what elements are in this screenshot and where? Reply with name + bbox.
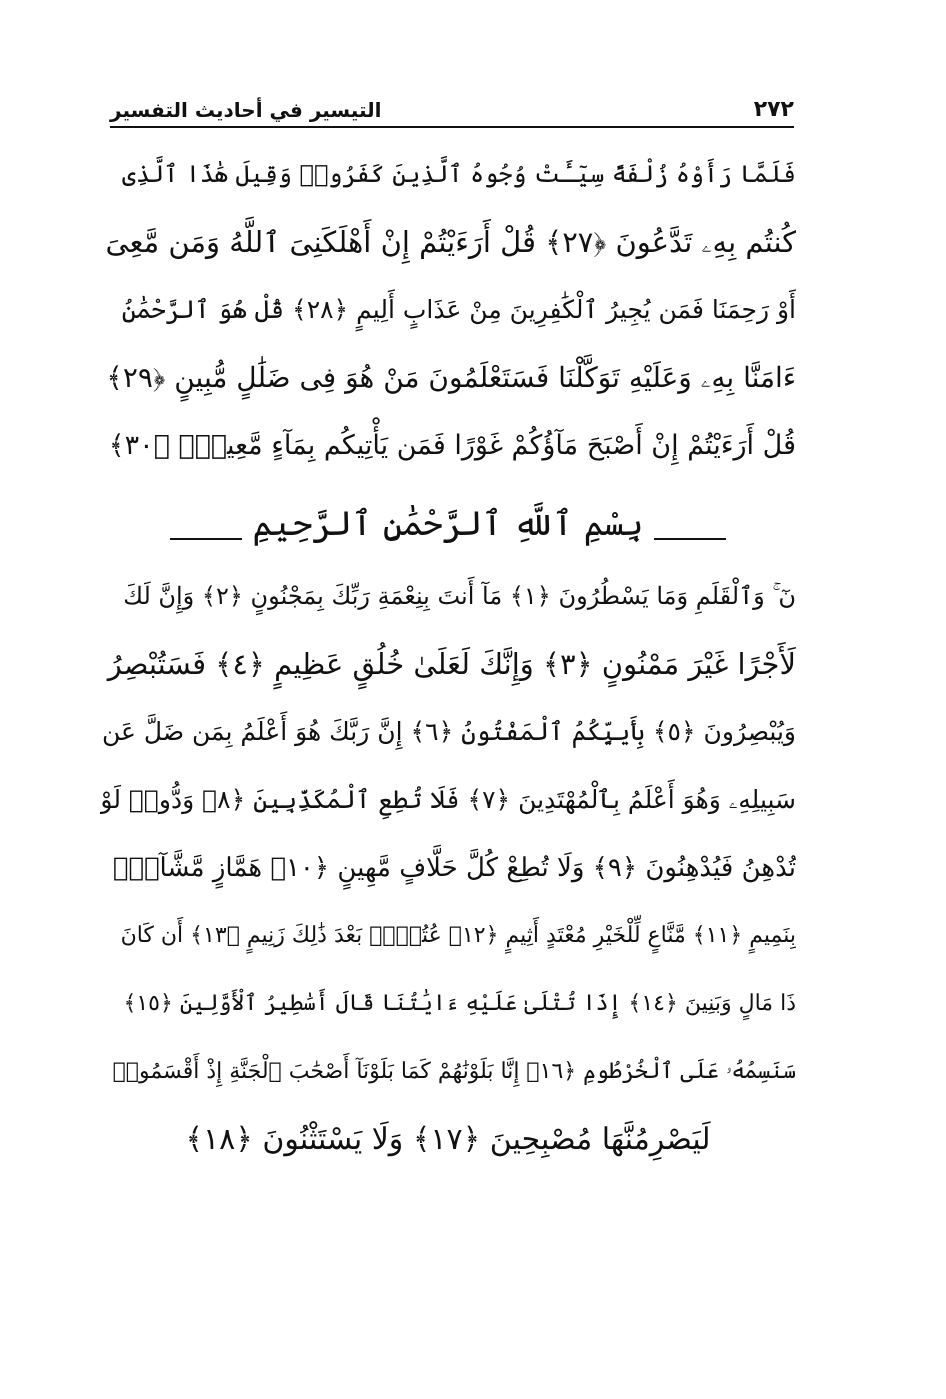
text-line-13: سَنَسِمُهُۥ عَلَى ٱلْخُرْطُومِ ﴿١٦﴾ إِنَّا بَلَوْنَٰهُمْ كَمَا بَلَوْنَآ أَصْحَٰبَ ٱلْجَنَّةِ إِذْ أَقْسَمُوا۟ [112,1059,796,1084]
text-line-5: قُلْ أَرَءَيْتُمْ إِنْ أَصْبَحَ مَآؤُكُمْ غَوْرًا فَمَن يَأْتِيكُم بِمَآءٍ مَّعِينٍۭ ﴿٣٠﴾ [108,430,796,461]
text-line-10: تُدْهِنُ فَيُدْهِنُونَ ﴿٩﴾ وَلَا تُطِعْ كُلَّ حَلَّافٍ مَّهِينٍ ﴿١٠﴾ هَمَّازٍ مَّشَّآءٍۭ [112,853,796,883]
text-line-4: ءَامَنَّا بِهِۦ وَعَلَيْهِ تَوَكَّلْنَا فَسَتَعْلَمُونَ مَنْ هُوَ فِى ضَلَٰلٍ مُّبِينٍ ﴿٢٩﴾ [106,361,796,394]
text-line-7: لَأَجْرًا غَيْرَ مَمْنُونٍ ﴿٣﴾ وَإِنَّكَ لَعَلَىٰ خُلُقٍ عَظِيمٍ ﴿٤﴾ فَسَتُبْصِرُ [107,647,796,681]
text-line-3: أَوْ رَحِمَنَا فَمَن يُجِيرُ ٱلْكَٰفِرِينَ مِنْ عَذَابٍ أَلِيمٍ ﴿٢٨﴾ قُلْ هُوَ ٱلرَّحْمَٰنُ [121,295,796,324]
text-line-11: بِنَمِيمٍ ﴿١١﴾ مَّنَّاعٍ لِّلْخَيْرِ مُعْتَدٍ أَثِيمٍ ﴿١٢﴾ عُتُلٍّۭ بَعْدَ ذَٰلِكَ زَنِيمٍ ﴿١٣﴾ أَن كَانَ [120,923,796,948]
text-line-8: وَيُبْصِرُونَ ﴿٥﴾ بِأَييِّكُمُ ٱلْمَفْتُونُ ﴿٦﴾ إِنَّ رَبَّكَ هُوَ أَعْلَمُ بِمَن ضَلَّ عَن [102,717,796,746]
text-line-6: نٓ ۚ وَٱلْقَلَمِ وَمَا يَسْطُرُونَ ﴿١﴾ مَآ أَنتَ بِنِعْمَةِ رَبِّكَ بِمَجْنُونٍ ﴿٢﴾ وَإِنَّ لَكَ [123,582,796,610]
text-line-12: ذَا مَالٍ وَبَنِينَ ﴿١٤﴾ إِذَا تُتْلَىٰ عَلَيْهِ ءَايَٰتُنَا قَالَ أَسَٰطِيرُ ٱلْأَوَّلِينَ ﴿١٥﴾ [123,991,796,1016]
book-title: التيسير في أحاديث التفسير [110,98,382,122]
text-line-14: لَيَصْرِمُنَّهَا مُصْبِحِينَ ﴿١٧﴾ وَلَا يَسْتَثْنُونَ ﴿١٨﴾ [185,1122,711,1157]
text-line-1: فَلَمَّا رَأَوْهُ زُلْفَةً سِيٓـَٔتْ وُجُوهُ ٱلَّذِينَ كَفَرُوا۟ وَقِيلَ هَٰذَا ٱلَّذِى [121,160,796,188]
quran-text-block [100,140,796,1174]
text-line-9: سَبِيلِهِۦ وَهُوَ أَعْلَمُ بِٱلْمُهْتَدِينَ ﴿٧﴾ فَلَا تُطِعِ ٱلْمُكَذِّبِينَ ﴿٨﴾ وَدُّوا۟ لَوْ [100,785,796,814]
basmala: بِسْمِ ٱللَّهِ ٱلرَّحْمَٰنِ ٱلرَّحِيمِ [242,503,653,544]
text-line-2: كُنتُم بِهِۦ تَدَّعُونَ ﴿٢٧﴾ قُلْ أَرَءَيْتُمْ إِنْ أَهْلَكَنِىَ ٱللَّهُ وَمَن مَّعِىَ [105,225,796,259]
basmala-row [100,488,796,558]
page-header [110,82,794,128]
page-number: ٢٧٢ [753,97,794,122]
